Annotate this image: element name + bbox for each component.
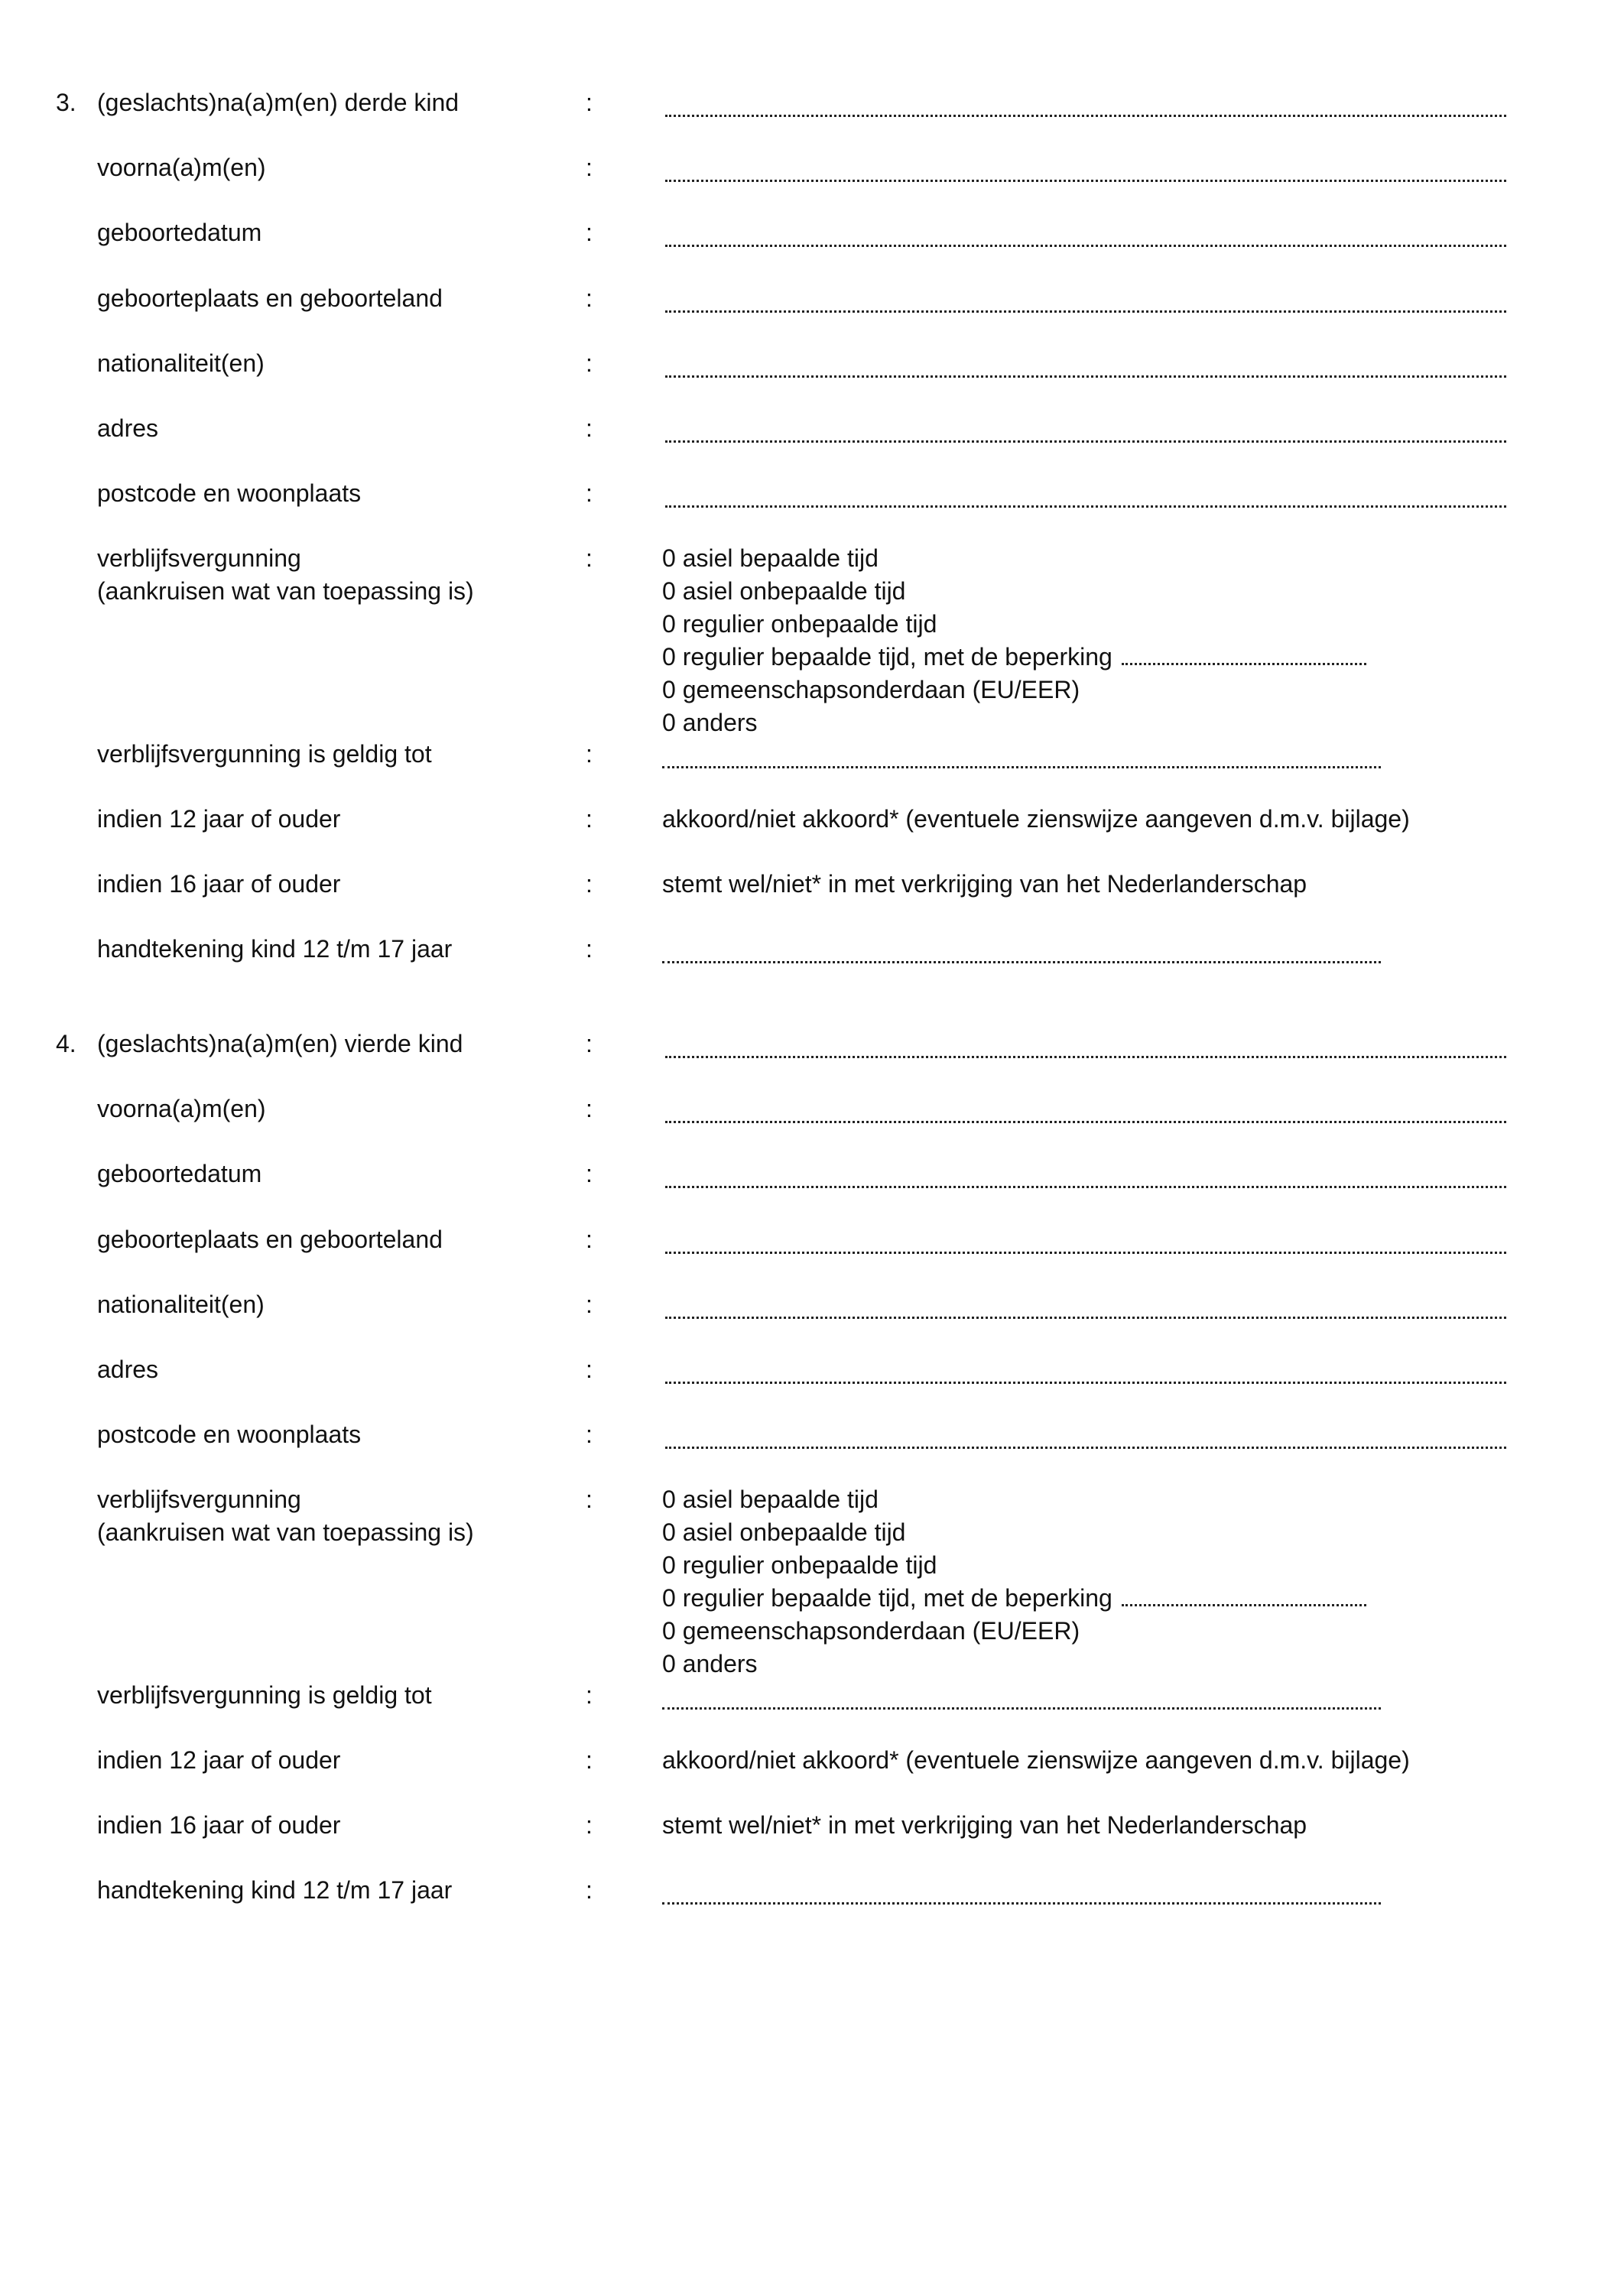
permit-option[interactable]: 0 asiel onbepaalde tijd [662,1518,906,1546]
colon: : [586,1746,593,1774]
colon: : [586,1876,593,1904]
colon: : [586,1030,593,1057]
permit-options [662,544,1366,742]
permit-label: verblijfsvergunning [97,544,301,572]
field-label: geboortedatum [97,1160,262,1187]
colon: : [586,479,593,507]
birth-date-field[interactable] [665,1183,1506,1188]
permit-option-label: 0 regulier bepaalde tijd, met de beperking [662,643,1112,671]
field-label: geboorteplaats en geboorteland [97,284,443,312]
permit-option[interactable]: 0 anders [662,709,758,736]
permit-option[interactable]: 0 regulier onbepaalde tijd [662,1551,937,1579]
permit-option[interactable]: 0 anders [662,1650,758,1677]
first-names-field[interactable] [665,1118,1506,1123]
permit-option[interactable]: 0 gemeenschapsonderdaan (EU/EER) [662,1617,1080,1645]
birth-place-field[interactable] [665,307,1506,313]
section-number: 4. [56,1030,76,1057]
permit-hint: (aankruisen wat van toepassing is) [97,577,474,605]
permit-option[interactable]: 0 gemeenschapsonderdaan (EU/EER) [662,676,1080,703]
field-label: nationaliteit(en) [97,1291,265,1318]
permit-option[interactable]: 0 regulier onbepaalde tijd [662,610,937,638]
nationality-field[interactable] [665,372,1506,378]
postcode-city-field[interactable] [665,1444,1506,1449]
field-label: geboortedatum [97,219,262,246]
signature-field[interactable] [662,958,1381,963]
field-label: postcode en woonplaats [97,479,362,507]
section-number: 3. [56,89,76,116]
colon: : [586,284,593,312]
colon: : [586,154,593,181]
permit-hint: (aankruisen wat van toepassing is) [97,1518,474,1546]
colon: : [586,544,593,572]
colon: : [586,1681,593,1709]
age12-label: indien 12 jaar of ouder [97,805,341,833]
signature-field[interactable] [662,1899,1381,1905]
age16-consent[interactable]: stemt wel/niet* in met verkrijging van het Nederlanderschap [662,1811,1307,1839]
restriction-field[interactable] [1122,1601,1366,1606]
permit-options [662,1486,1366,1683]
colon: : [586,805,593,833]
address-field[interactable] [665,1379,1506,1384]
permit-option-label: 0 regulier bepaalde tijd, met de beperking [662,1584,1112,1612]
colon: : [586,1291,593,1318]
permit-option-restriction[interactable] [662,1584,1366,1617]
field-label: nationaliteit(en) [97,349,265,377]
permit-option[interactable]: 0 asiel onbepaalde tijd [662,577,906,605]
field-label: adres [97,414,159,442]
age12-consent[interactable]: akkoord/niet akkoord* (eventuele zienswijze aangeven d.m.v. bijlage) [662,1746,1410,1774]
permit-option-restriction[interactable] [662,643,1366,676]
colon: : [586,414,593,442]
field-label: postcode en woonplaats [97,1421,362,1448]
age16-label: indien 16 jaar of ouder [97,870,341,898]
valid-until-field[interactable] [662,763,1381,768]
permit-option[interactable]: 0 asiel bepaalde tijd [662,544,879,572]
address-field[interactable] [665,437,1506,443]
colon: : [586,935,593,963]
valid-until-field[interactable] [662,1704,1381,1710]
age16-consent[interactable]: stemt wel/niet* in met verkrijging van het Nederlanderschap [662,870,1307,898]
nationality-field[interactable] [665,1314,1506,1319]
colon: : [586,1421,593,1448]
colon: : [586,89,593,116]
age12-consent[interactable]: akkoord/niet akkoord* (eventuele zienswijze aangeven d.m.v. bijlage) [662,805,1410,833]
colon: : [586,219,593,246]
field-label: voorna(a)m(en) [97,1095,266,1122]
age16-label: indien 16 jaar of ouder [97,1811,341,1839]
signature-label: handtekening kind 12 t/m 17 jaar [97,1876,453,1904]
valid-until-label: verblijfsvergunning is geldig tot [97,740,432,768]
colon: : [586,1095,593,1122]
colon: : [586,1160,593,1187]
colon: : [586,1486,593,1513]
colon: : [586,870,593,898]
permit-label: verblijfsvergunning [97,1486,301,1513]
permit-option[interactable]: 0 asiel bepaalde tijd [662,1486,879,1513]
surname-label: (geslachts)na(a)m(en) vierde kind [97,1030,463,1057]
colon: : [586,1356,593,1383]
birth-date-field[interactable] [665,242,1506,247]
valid-until-label: verblijfsvergunning is geldig tot [97,1681,432,1709]
colon: : [586,349,593,377]
age12-label: indien 12 jaar of ouder [97,1746,341,1774]
signature-label: handtekening kind 12 t/m 17 jaar [97,935,453,963]
surname-field[interactable] [665,112,1506,117]
colon: : [586,1226,593,1253]
field-label: adres [97,1356,159,1383]
birth-place-field[interactable] [665,1249,1506,1254]
field-label: voorna(a)m(en) [97,154,266,181]
restriction-field[interactable] [1122,660,1366,665]
field-label: geboorteplaats en geboorteland [97,1226,443,1253]
surname-label: (geslachts)na(a)m(en) derde kind [97,89,460,116]
surname-field[interactable] [665,1053,1506,1058]
colon: : [586,1811,593,1839]
postcode-city-field[interactable] [665,502,1506,508]
first-names-field[interactable] [665,177,1506,182]
colon: : [586,740,593,768]
